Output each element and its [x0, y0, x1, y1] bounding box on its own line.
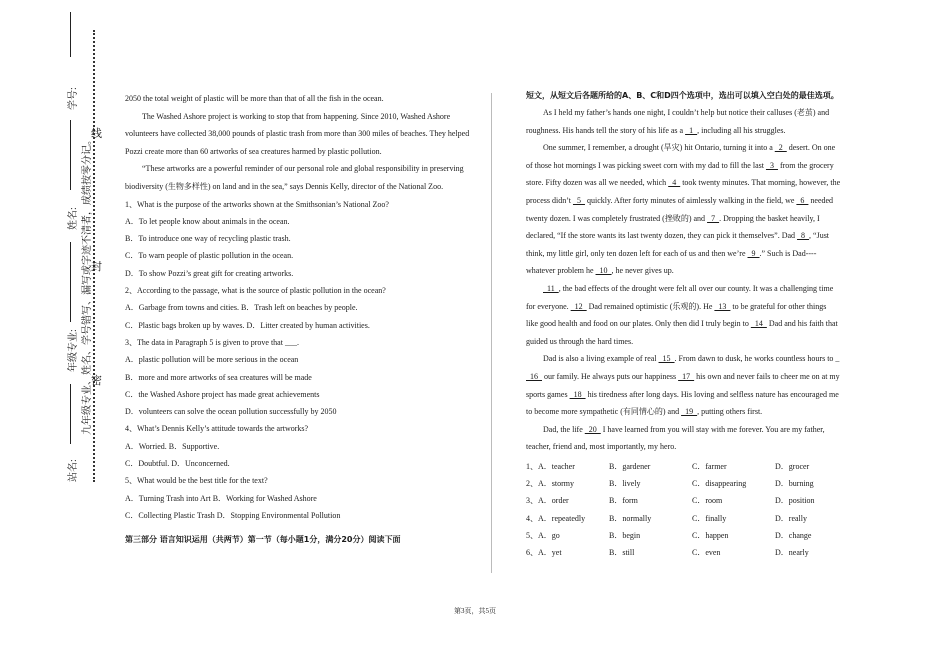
- cloze-blank: 14: [750, 319, 767, 329]
- cloze-blank: 17: [678, 371, 695, 381]
- passage-line: guided us through the hard times.: [526, 336, 634, 346]
- cloze-blank: 16: [526, 371, 542, 381]
- passage-line: 11 , the bad effects of the drought were felt all over our county. It was a challenging time: [543, 283, 834, 293]
- grade-label: 年级专业:: [68, 329, 79, 372]
- paragraph: 2050 the total weight of plastic will be more than that of all the fish in the ocean.: [125, 94, 384, 103]
- option-d: D．grocer: [775, 461, 810, 471]
- school-line: [70, 384, 71, 444]
- question: 1、What is the purpose of the artworks shown at the Smithsonian’s National Zoo?: [125, 199, 389, 209]
- seal-char-seal: 封: [91, 261, 102, 273]
- option-c: C．farmer: [692, 461, 727, 471]
- option-d: D．burning: [775, 479, 814, 489]
- instructions-heading: 短文，从短文后各题所给的A、B、C和D四个选项中，选出可以填入空白处的最佳选项。: [526, 91, 839, 100]
- cloze-blank: 3: [765, 160, 778, 170]
- option-row: [526, 475, 860, 492]
- seal-char-secret: 密: [91, 375, 102, 387]
- cloze-blank: 1: [685, 125, 698, 135]
- option-b: B．still: [609, 548, 635, 558]
- option-c: C．disappearing: [692, 479, 747, 489]
- option-b: B．gardener: [609, 461, 651, 471]
- passage-line: like good health and food on our plates. Only then did I truly begin to 14 Dad and his faith that: [526, 319, 838, 329]
- cloze-blank: 2: [774, 143, 787, 153]
- option: C．Doubtful. D．Unconcerned.: [125, 459, 230, 469]
- cloze-blank: 11: [543, 283, 559, 293]
- option-a: 4、A．repeatedly: [526, 513, 586, 523]
- options-table: [526, 458, 860, 562]
- option-a: 5、A．go: [526, 531, 560, 541]
- option-b: B．begin: [609, 531, 641, 541]
- option: A．Garbage from towns and cities. B．Trash left on beaches by people.: [125, 303, 358, 313]
- cloze-blank: 6: [796, 195, 809, 205]
- cloze-blank: 5: [572, 195, 585, 205]
- option-row: [526, 544, 860, 561]
- option-a: 6、A．yet: [526, 548, 562, 558]
- passage-line: declared, “If the store wants its last twenty dozen, they can pick it themselves”. Dad 8 , “Just: [526, 231, 830, 241]
- grade-line: [70, 242, 71, 322]
- passage-line: One summer, I remember, a drought (旱灾) hit Ontario, turning it into a 2 desert. On one: [543, 143, 836, 153]
- option: A．Worried. B．Supportive.: [125, 441, 220, 451]
- cloze-blank: 8: [797, 231, 810, 241]
- question: 5、What would be the best title for the text?: [125, 476, 268, 486]
- cloze-blank: 4: [668, 178, 681, 188]
- cloze-blank: 13: [714, 301, 731, 311]
- question: 4、What’s Dennis Kelly’s attitude towards the artworks?: [125, 424, 309, 434]
- option: B．more and more artworks of sea creatures will be made: [125, 372, 312, 382]
- section-heading: 第三部分 语言知识运用（共两节）第一节（每小题1分，满分20分）阅读下面: [125, 535, 401, 545]
- option-b: B．normally: [609, 513, 652, 523]
- option-row: [526, 492, 860, 509]
- option-a: 1、A．teacher: [526, 461, 575, 471]
- option-row: [526, 458, 860, 475]
- passage-line: for everyone. 12 Dad remained optimistic (乐观的). He 13 to be grateful for other things: [526, 301, 827, 311]
- page-footer: 第3页，共5页: [454, 607, 496, 615]
- cloze-blank: 20: [584, 424, 601, 434]
- option: C．the Washed Ashore project has made great achievements: [125, 389, 320, 399]
- passage-line: of those hot mornings I was picking sweet corn with my dad to fill the last 3 from the grocery: [526, 160, 834, 170]
- option: A．plastic pollution will be more serious in the ocean: [125, 355, 299, 365]
- option-d: D．nearly: [775, 548, 809, 558]
- option-d: D．really: [775, 513, 807, 523]
- passage-line: process didn’t 5 quickly. After forty minutes of aimlessly walking in the field, we 6 needed: [526, 195, 834, 205]
- seal-dotted-line: [93, 30, 95, 482]
- cloze-blank: 9: [747, 248, 760, 258]
- option-c: C．happen: [692, 531, 729, 541]
- right-column: [526, 90, 860, 562]
- option: C．To warn people of plastic pollution in the ocean.: [125, 251, 294, 261]
- passage-line: As I held my father’s hands one night, I couldn’t help but notice their calluses (老茧) and: [543, 108, 830, 117]
- question: 2、According to the passage, what is the source of plastic pollution in the ocean?: [125, 286, 386, 296]
- option-c: C．room: [692, 496, 723, 506]
- passage-line: twenty dozen. I was completely frustrated (挫败的) and 7 . Dropping the basket heavily, I: [526, 213, 820, 223]
- notice-text: 九年级专业、姓名、学号错写、漏写或字迹不清者，成绩按零分记。: [82, 135, 93, 435]
- option: B．To introduce one way of recycling plastic trash.: [125, 234, 291, 244]
- cloze-passage: [526, 104, 860, 456]
- option-d: D．change: [775, 531, 812, 541]
- question: 3、The data in Paragraph 5 is given to prove that ___.: [125, 337, 299, 347]
- passage-line: teacher, friend and, most importantly, my hero.: [526, 442, 677, 452]
- passage-line: whatever problem he 10 , he never gives up.: [526, 266, 674, 276]
- option-c: C．finally: [692, 513, 727, 523]
- binding-margin: [0, 0, 112, 672]
- school-label: 站名:: [68, 459, 79, 482]
- student-id-label: 学号:: [68, 87, 79, 110]
- paragraph: The Washed Ashore project is working to stop that from happening. Since 2010, Washed Ashore volunteers have collected 38,000 pounds of plastic trash from more than 300 miles of beaches. They helped Pozzi create more than 60 artworks of sea creatures harmed by plastic pollution.: [125, 111, 470, 156]
- option: C．Plastic bags broken up by waves. D．Litter created by human activities.: [125, 320, 370, 330]
- passage-line: Dad is also a living example of real 15 . From dawn to dusk, he works countless hours to _: [543, 354, 840, 364]
- passage-line: to become more sympathetic (有同情心的) and 19 , putting others first.: [526, 407, 763, 417]
- passage-line: roughness. His hands tell the story of his life as a 1 , including all his struggles.: [526, 125, 786, 135]
- column-divider: [491, 93, 492, 573]
- option-row: [526, 527, 860, 544]
- name-label: 姓名:: [68, 207, 79, 230]
- passage-line: store. Fifty dozen was all we needed, which 4 took twenty minutes. That morning, however, the: [526, 178, 841, 188]
- cloze-blank: 18: [569, 389, 586, 399]
- option-c: C．even: [692, 548, 721, 558]
- cloze-blank: 12: [570, 301, 587, 311]
- cloze-blank: 15: [658, 354, 675, 364]
- option-a: 2、A．stormy: [526, 479, 574, 489]
- cloze-blank: 19: [681, 407, 698, 417]
- option-a: 3、A．order: [526, 496, 569, 506]
- student-id-line: [70, 12, 71, 57]
- paragraph: “These artworks are a powerful reminder of our personal role and global responsibility in preserving biodiversity (生物多样性) on land and in the sea,” says Dennis Kelly, director of the National Zoo.: [125, 164, 464, 191]
- name-line: [70, 120, 71, 190]
- option-b: B．lively: [609, 479, 641, 489]
- option-row: [526, 510, 860, 527]
- option-b: B．form: [609, 496, 638, 506]
- option: A．Turning Trash into Art B．Working for Washed Ashore: [125, 493, 317, 503]
- passage-line: Dad, the life 20 I have learned from you will stay with me forever. You are my father,: [543, 424, 825, 434]
- passage-line: sports games 18 his tiredness after long days. His loving and selfless nature has encouraged me: [526, 389, 839, 399]
- cloze-blank: 10: [595, 266, 612, 276]
- passage-line: 16 our family. He always puts our happiness 17 his own and never fails to cheer me on at my: [526, 371, 840, 381]
- option: D．volunteers can solve the ocean pollution successfully by 2050: [125, 407, 337, 417]
- left-column: [125, 90, 477, 553]
- cloze-blank: 7: [707, 213, 720, 223]
- seal-char-line: 线: [91, 128, 102, 140]
- option: D．To show Pozzi’s great gift for creating artworks.: [125, 268, 294, 278]
- passage-line: think, my little girl, only ten dozen left for each of us and then we’re 9 .” Such is Dad----: [526, 248, 817, 258]
- option: C．Collecting Plastic Trash D．Stopping Environmental Pollution: [125, 510, 341, 520]
- option-d: D．position: [775, 496, 815, 506]
- option: A．To let people know about animals in the ocean.: [125, 216, 290, 226]
